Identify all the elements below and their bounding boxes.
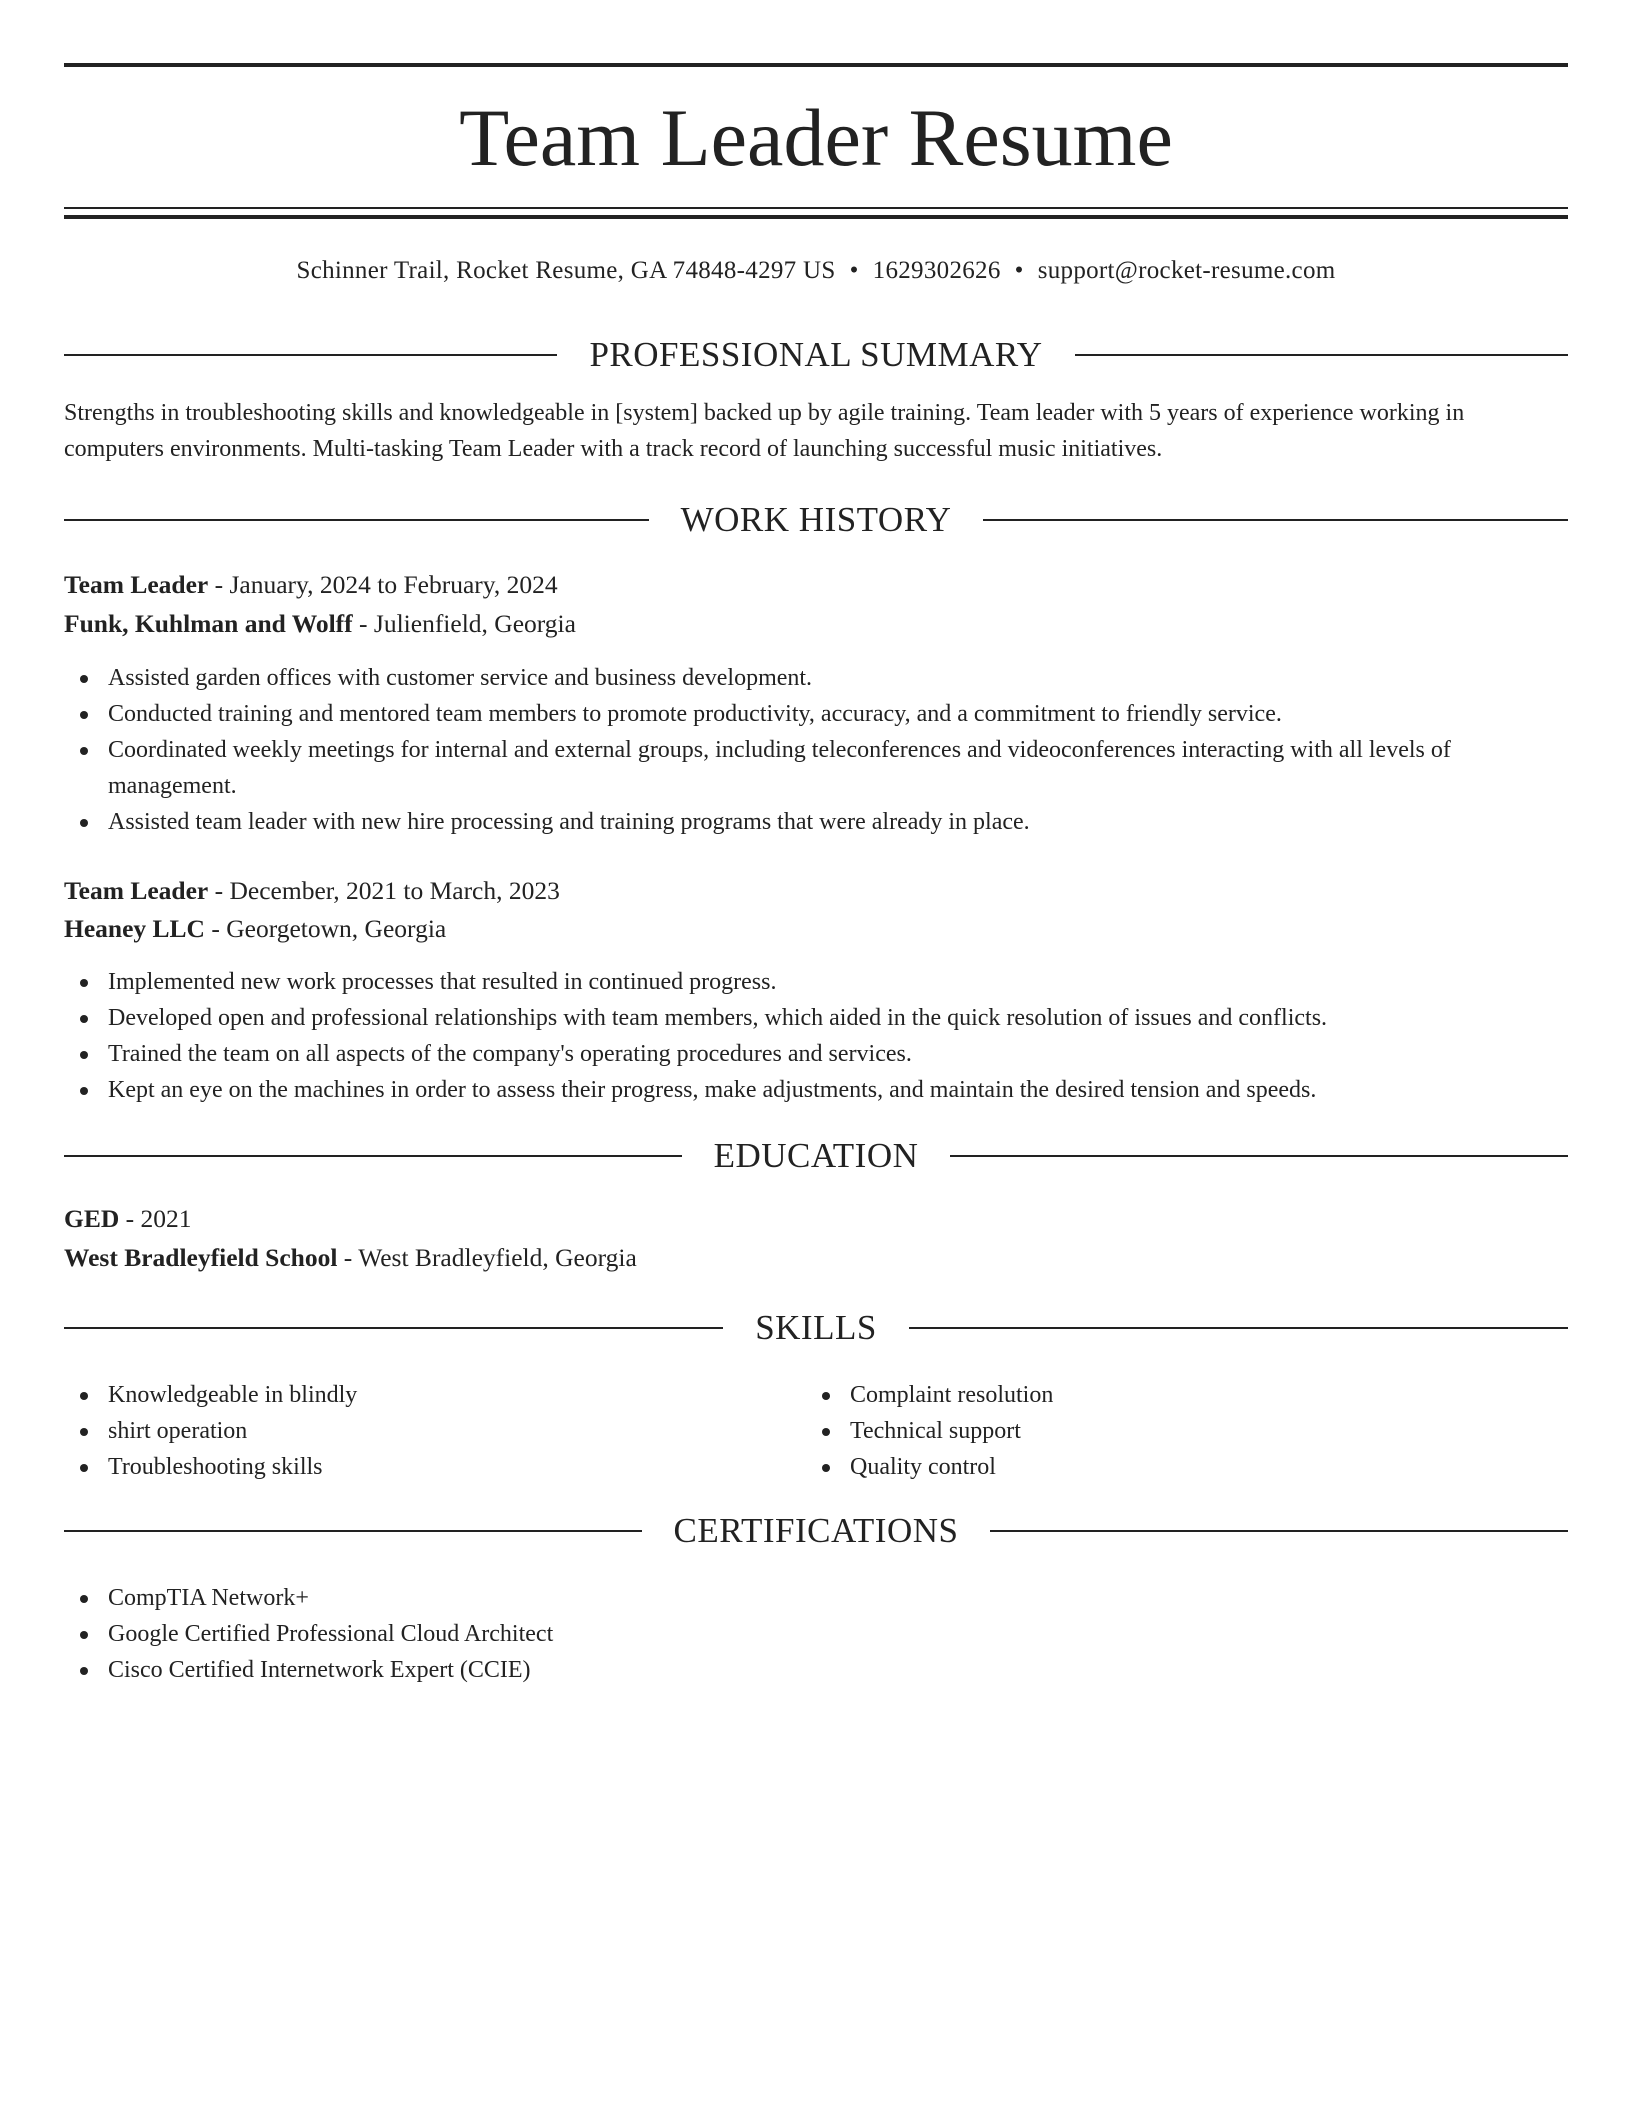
list-item: Assisted team leader with new hire processing and training programs that were already in place. [64, 804, 1568, 840]
heading-rule-left [64, 1327, 723, 1329]
list-item: Technical support [806, 1413, 1546, 1449]
header-bottom-rule-thin [64, 207, 1568, 209]
heading-rule-right [983, 519, 1568, 521]
dash: - [337, 1243, 359, 1272]
job-title-line [64, 872, 1568, 910]
contact-address: Schinner Trail, Rocket Resume, GA 74848-4297 US [296, 257, 836, 284]
dash: - [204, 914, 227, 943]
header-bottom-rule-thick [64, 215, 1568, 219]
job-company-line [64, 910, 1568, 948]
skills-list-left [64, 1377, 804, 1485]
section-title: SKILLS [755, 1308, 877, 1347]
list-item: Quality control [806, 1449, 1546, 1485]
section-heading-certifications [64, 1509, 1568, 1553]
list-item: Trained the team on all aspects of the company's operating procedures and services. [64, 1036, 1568, 1072]
heading-rule-right [909, 1327, 1568, 1329]
section-heading-summary [64, 333, 1568, 377]
job-title-line [64, 566, 1568, 604]
contact-line [64, 254, 1568, 288]
contact-separator: • [849, 257, 859, 284]
dash: - [352, 609, 374, 638]
list-item: Troubleshooting skills [64, 1449, 804, 1485]
education-school-line [64, 1239, 1568, 1277]
list-item: shirt operation [64, 1413, 804, 1449]
heading-rule-right [950, 1155, 1568, 1157]
job-title: Team Leader [64, 570, 209, 599]
skills-list-right [806, 1377, 1546, 1485]
list-item: Assisted garden offices with customer service and business development. [64, 660, 1568, 696]
job-bullets [64, 660, 1568, 840]
job-company: Heaney LLC [64, 914, 205, 943]
list-item: Knowledgeable in blindly [64, 1377, 804, 1413]
section-title: CERTIFICATIONS [673, 1511, 959, 1550]
education-school: West Bradleyfield School [64, 1243, 338, 1272]
list-item: Google Certified Professional Cloud Architect [64, 1616, 1568, 1652]
section-title: EDUCATION [713, 1136, 919, 1175]
heading-rule-left [64, 519, 649, 521]
education-location: West Bradleyfield, Georgia [358, 1243, 637, 1272]
list-item: Kept an eye on the machines in order to assess their progress, make adjustments, and maintain the desired tension and speeds. [64, 1072, 1568, 1108]
contact-email: support@rocket-resume.com [1037, 257, 1336, 284]
list-item: Cisco Certified Internetwork Expert (CCIE) [64, 1652, 1568, 1688]
education-degree: GED [64, 1204, 120, 1233]
heading-rule-right [990, 1530, 1568, 1532]
job-location: Georgetown, Georgia [226, 914, 447, 943]
list-item: Implemented new work processes that resulted in continued progress. [64, 964, 1568, 1000]
dash: - [119, 1204, 141, 1233]
list-item: Coordinated weekly meetings for internal and external groups, including teleconferences and videoconferences interacting with all levels of management. [64, 732, 1568, 804]
job-title: Team Leader [64, 876, 209, 905]
section-heading-work-history [64, 498, 1568, 542]
dash: - [208, 570, 230, 599]
dash: - [208, 876, 230, 905]
heading-rule-left [64, 354, 557, 356]
education-degree-line [64, 1200, 1568, 1238]
list-item: Developed open and professional relationships with team members, which aided in the quick resolution of issues and conflicts. [64, 1000, 1568, 1036]
job-company: Funk, Kuhlman and Wolff [64, 609, 353, 638]
job-company-line [64, 605, 1568, 643]
heading-rule-left [64, 1155, 682, 1157]
resume-title: Team Leader Resume [459, 92, 1173, 183]
header-top-rule [64, 63, 1568, 67]
certifications-list [64, 1580, 1568, 1688]
section-heading-skills [64, 1306, 1568, 1350]
list-item: Conducted training and mentored team members to promote productivity, accuracy, and a commitment to friendly service. [64, 696, 1568, 732]
section-title: PROFESSIONAL SUMMARY [589, 335, 1043, 374]
list-item: CompTIA Network+ [64, 1580, 1568, 1616]
heading-rule-left [64, 1530, 642, 1532]
heading-rule-right [1075, 354, 1568, 356]
job-location: Julienfield, Georgia [373, 609, 576, 638]
list-item: Complaint resolution [806, 1377, 1546, 1413]
job-dates: January, 2024 to February, 2024 [229, 570, 558, 599]
job-bullets [64, 964, 1568, 1108]
education-year: 2021 [140, 1204, 192, 1233]
contact-separator: • [1014, 257, 1024, 284]
section-heading-education [64, 1134, 1568, 1178]
resume-page [64, 0, 1568, 2112]
section-title: WORK HISTORY [680, 500, 952, 539]
summary-text: Strengths in troubleshooting skills and knowledgeable in [system] backed up by agile training. Team leader with 5 years of experience working in computers environments. Multi-tasking Team Leader with a track record of launching successful music initiatives. [64, 400, 1465, 462]
job-dates: December, 2021 to March, 2023 [229, 876, 560, 905]
contact-phone: 1629302626 [872, 257, 1001, 284]
